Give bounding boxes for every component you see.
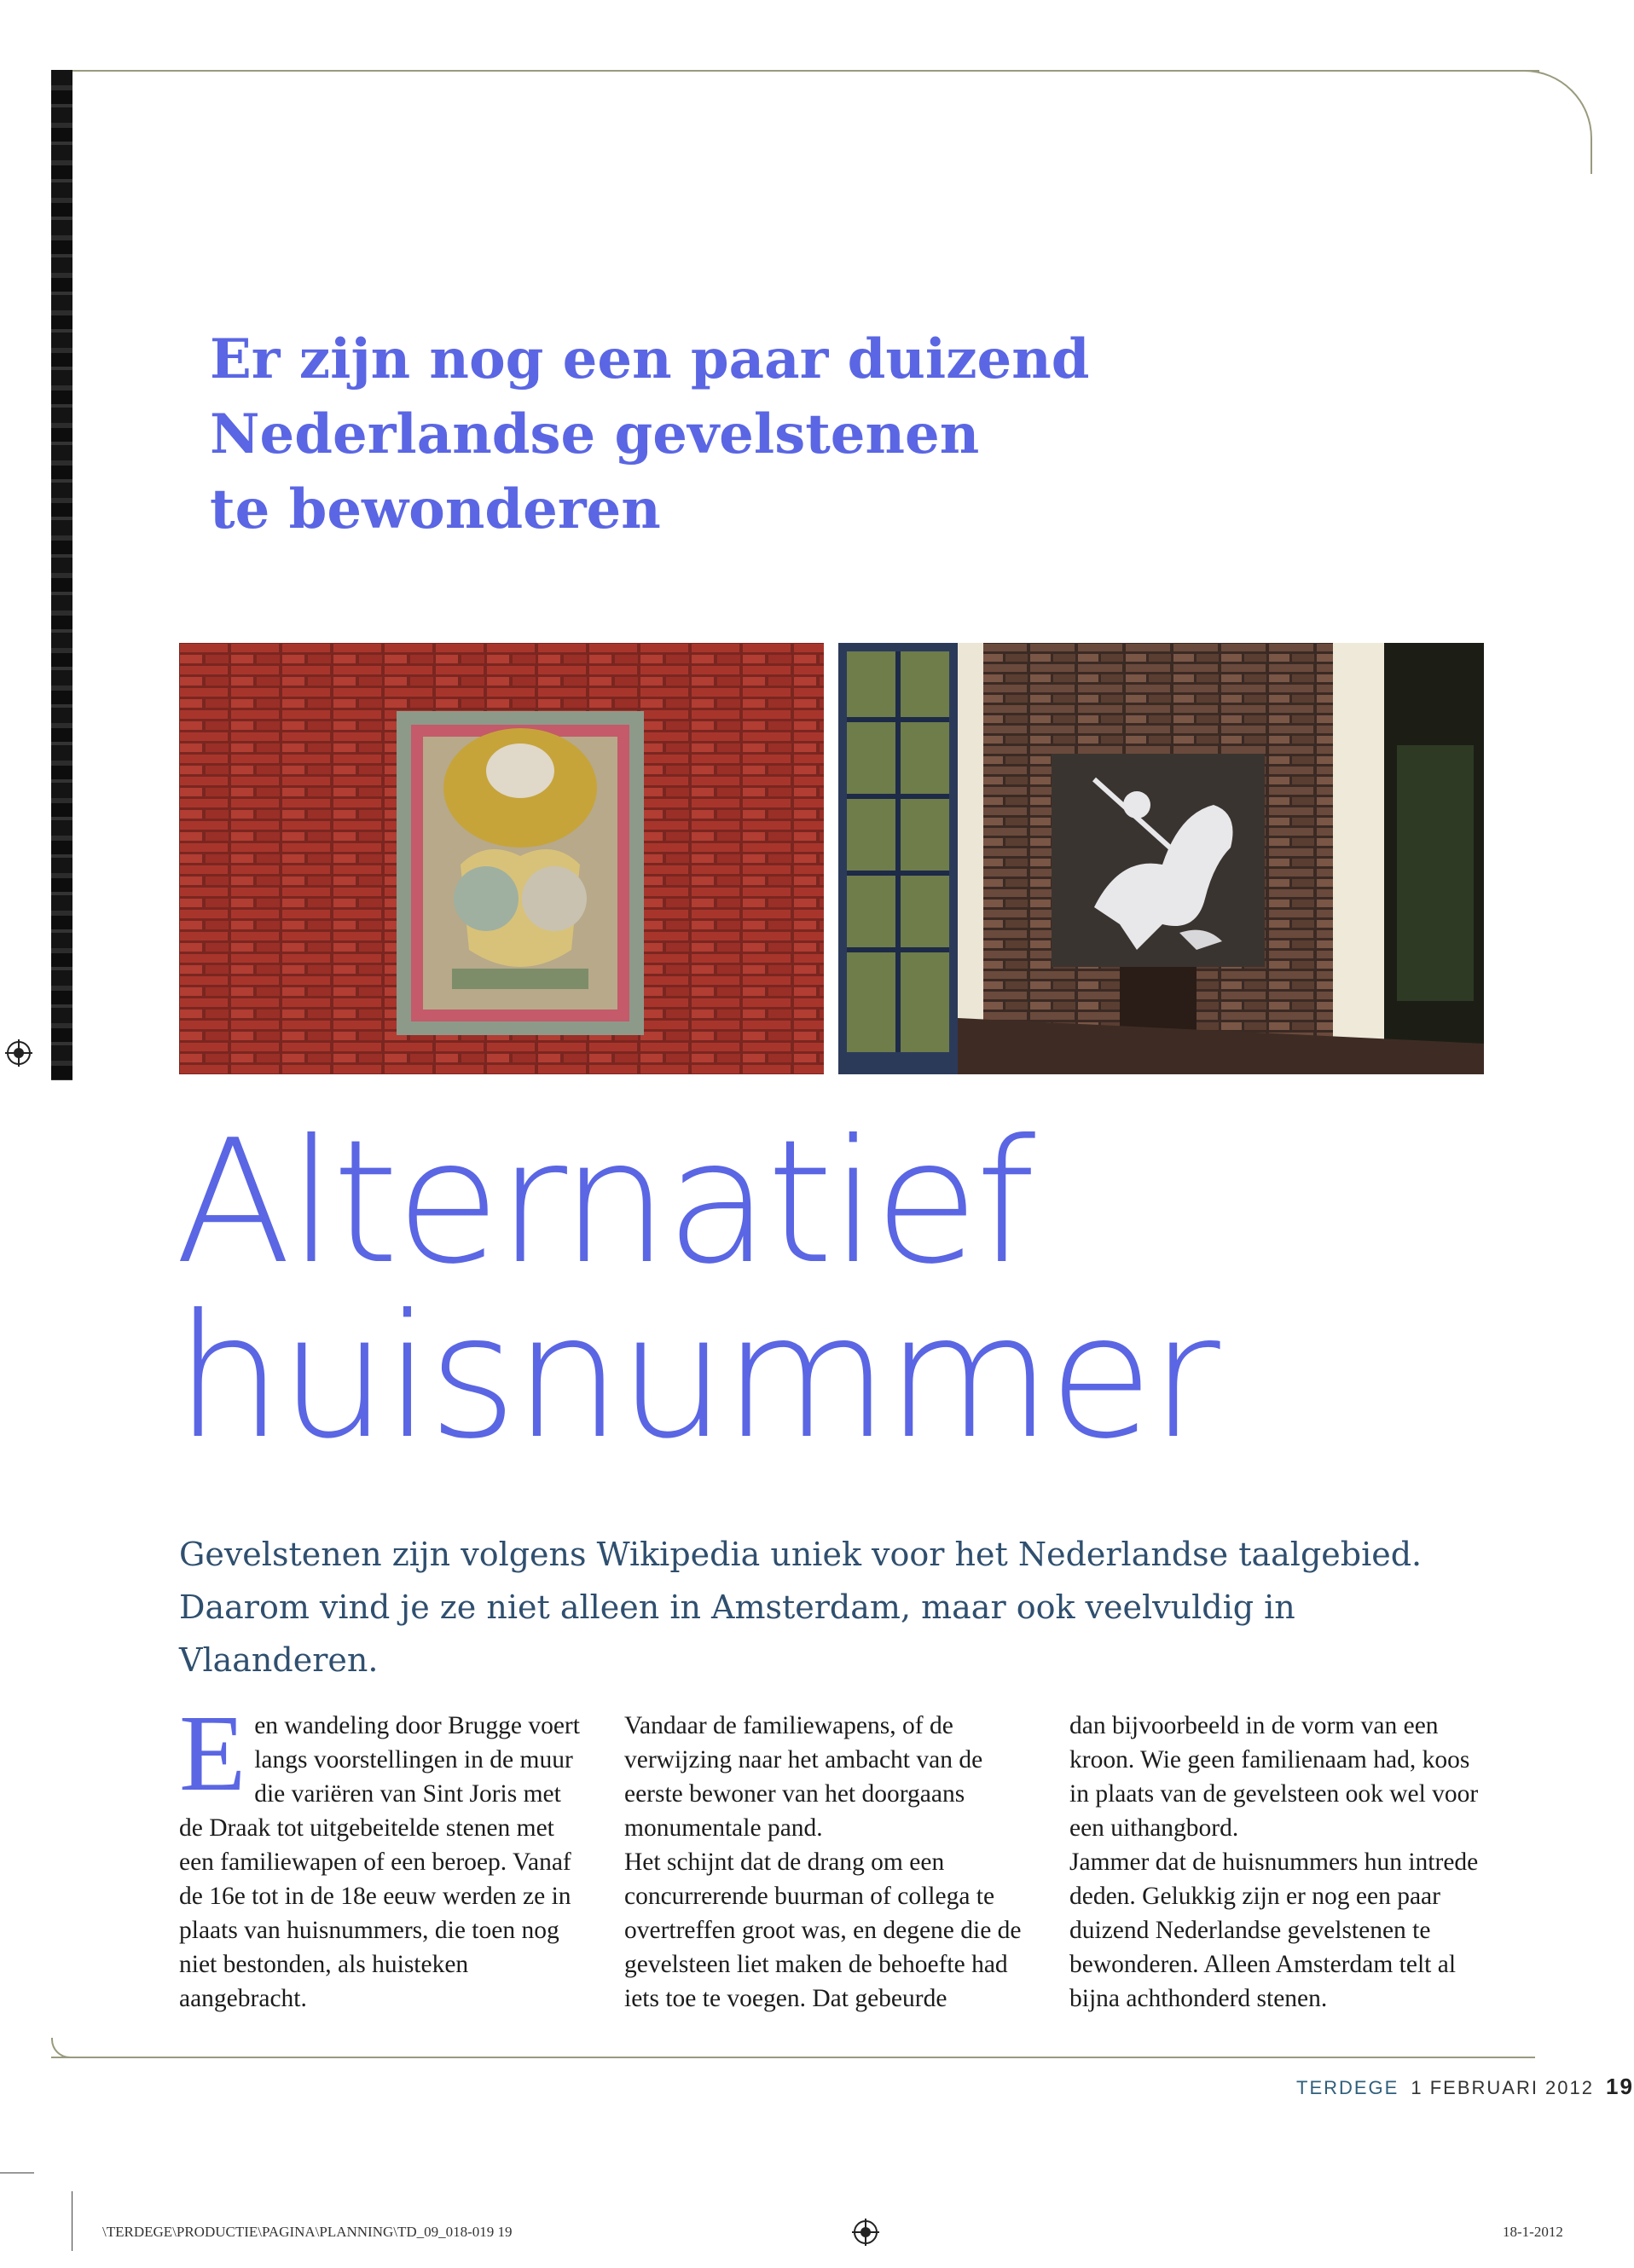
- photo-saint-george: [838, 643, 1484, 1074]
- print-slug-date: 18-1-2012: [1503, 2224, 1563, 2240]
- issue-date: 1 FEBRUARI 2012: [1411, 2077, 1594, 2098]
- frame-bottom-rule: [51, 2057, 1535, 2058]
- kicker-line: Er zijn nog een paar duizend: [210, 327, 1090, 391]
- frame-corner: [51, 2038, 73, 2058]
- paragraph: [179, 1692, 588, 2016]
- paragraph: Het schijnt dat de drang om een concurrerende buurman of collega te overtreffen groot was, en degene die de gevelsteen liet maken de behoefte had iets toe te voegen. Dat gebeurde: [624, 1849, 1022, 2012]
- paragraph: dan bijvoorbeeld in de vorm van een kroon. Wie geen familienaam had, koos in plaats van de gevelsteen ook wel voor een uithangbord.: [1069, 1712, 1479, 1842]
- paragraph: Jammer dat de huisnummers hun intrede deden. Gelukkig zijn er nog een paar duizend Nederlandse gevelstenen te bewonderen. Alleen Amsterdam telt al bijna achthonderd stenen.: [1069, 1849, 1479, 2012]
- print-slug-path: \TERDEGE\PRODUCTIE\PAGINA\PLANNING\TD_09_018-019 19: [102, 2224, 513, 2240]
- body-column-3: [1069, 1709, 1479, 2016]
- body-column-1: [179, 1692, 588, 2016]
- title-line: huisnummer: [175, 1278, 1217, 1477]
- paragraph: Vandaar de familiewapens, of de verwijzing naar het ambacht van de eerste bewoner van het doorgaans monumentale pand.: [624, 1712, 983, 1842]
- frame-corner: [1488, 70, 1592, 174]
- page-number: 19: [1606, 2074, 1634, 2099]
- title-line: Alternatief: [175, 1103, 1033, 1302]
- kicker-line: Nederlandse gevelstenen: [210, 402, 980, 466]
- registration-mark-icon: [5, 1039, 32, 1067]
- page-footer: [1296, 2074, 1634, 2100]
- frame-top-rule: [72, 70, 1539, 72]
- dropcap: E: [179, 1692, 246, 1814]
- photo-coat-of-arms: [179, 643, 824, 1074]
- magazine-name: TERDEGE: [1296, 2077, 1399, 2098]
- body-column-2: [624, 1709, 1034, 2016]
- lead-paragraph: Gevelstenen zijn volgens Wikipedia uniek voor het Nederlandse taalgebied. Daarom vind je ze niet alleen in Amsterdam, maar ook veelvuldig in Vlaanderen.: [179, 1536, 1423, 1679]
- kicker-heading: [210, 322, 1148, 547]
- paragraph-text: en wandeling door Brugge voert langs voorstellingen in de muur die variëren van Sint Joris met de Draak tot uitgebeitelde stenen met een familiewapen of een beroep. Vanaf de 16e tot in de 18e eeuw werden ze in plaats van huisnummers, die toen nog niet bestonden, als huisteken aangebracht.: [179, 1712, 580, 2012]
- registration-mark-icon: [852, 2219, 879, 2246]
- side-photo-strip: [51, 70, 72, 1080]
- article-title: [175, 1103, 1369, 1477]
- kicker-line: te bewonderen: [210, 477, 661, 541]
